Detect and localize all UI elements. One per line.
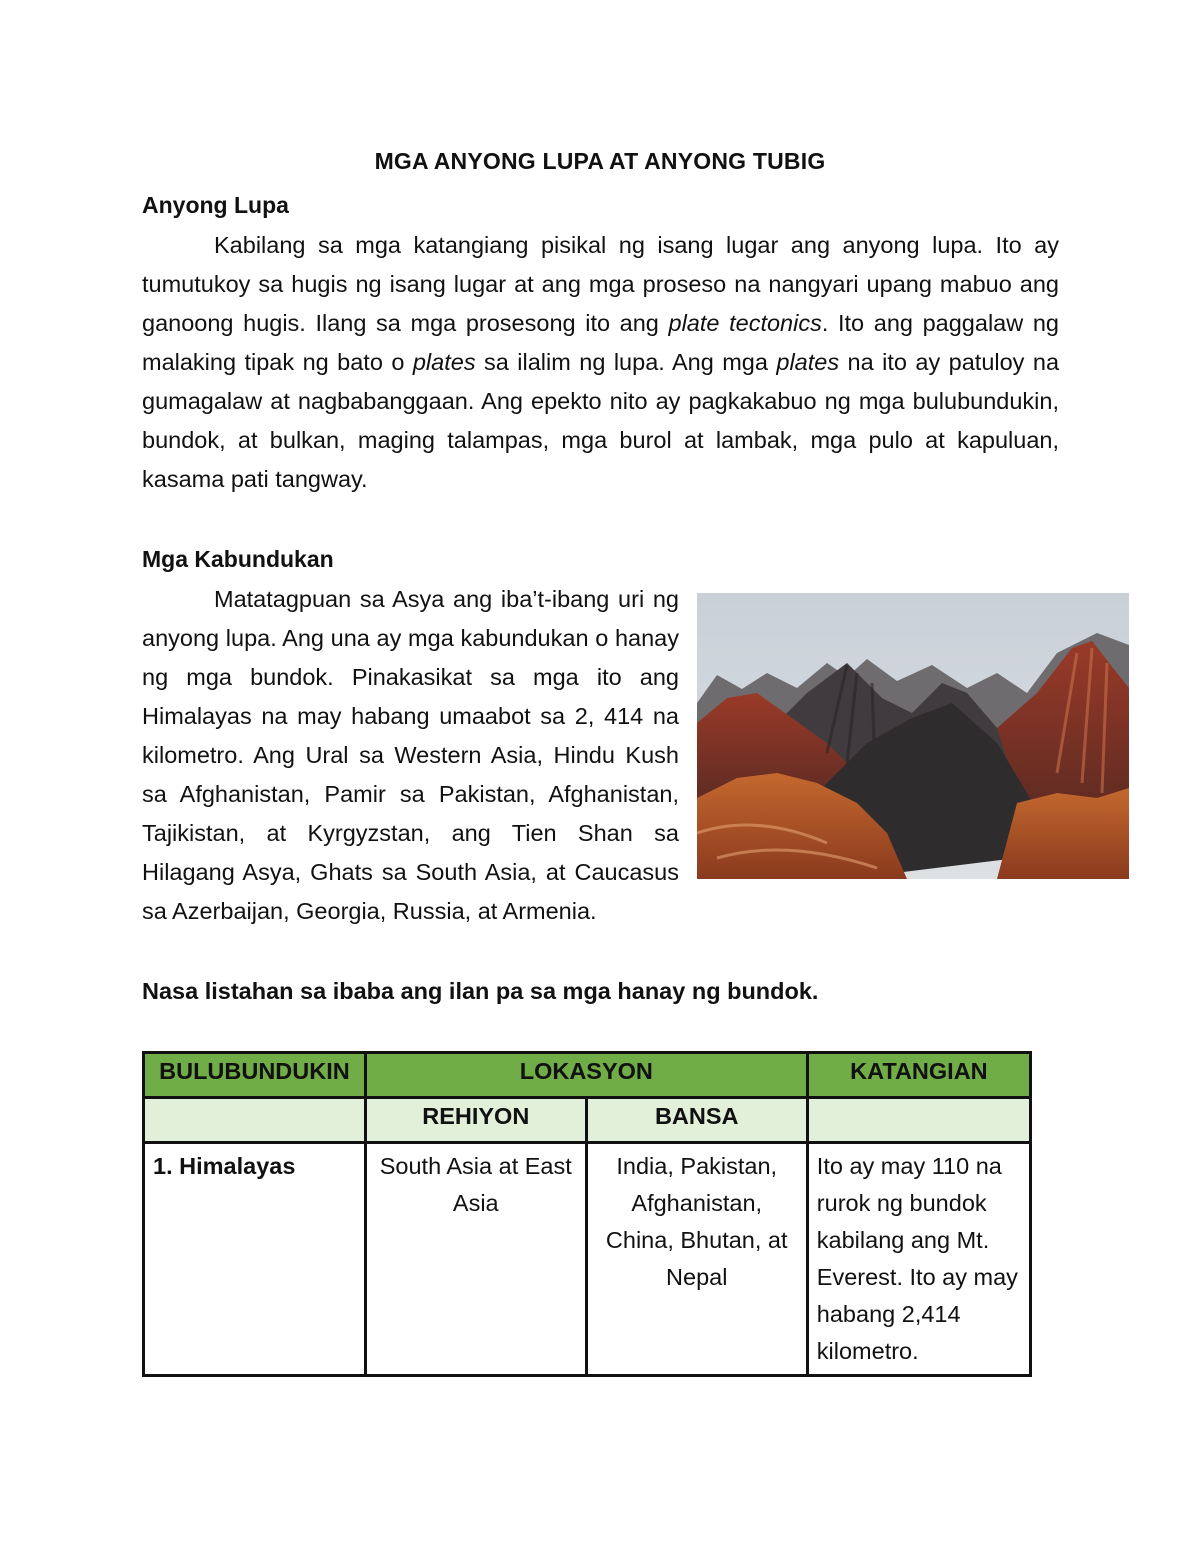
section-heading-kabundukan: Mga Kabundukan [142, 546, 334, 572]
subheader-rehiyon: REHIYON [365, 1098, 586, 1143]
subheader-empty [807, 1098, 1030, 1143]
list-intro: Nasa listahan sa ibaba ang ilan pa sa mga hanay ng bundok. [142, 978, 819, 1004]
paragraph-anyong-lupa [142, 226, 1059, 499]
italic-term: plate tectonics [668, 310, 822, 336]
header-bulubundukin: BULUBUNDUKIN [144, 1053, 366, 1098]
cell-katangian: Ito ay may 110 na rurok ng bundok kabilang ang Mt. Everest. Ito ay may habang 2,414 kilometro. [807, 1143, 1030, 1376]
table-subheader-row [144, 1098, 1031, 1143]
paragraph-kabundukan [142, 580, 679, 931]
cell-bulubundukin: 1. Himalayas [144, 1143, 366, 1376]
text-run: sa ilalim ng lupa. Ang mga [475, 349, 777, 375]
header-katangian: KATANGIAN [807, 1053, 1030, 1098]
mountain-table [142, 1051, 1032, 1377]
italic-term: plates [412, 349, 476, 375]
table-row [144, 1143, 1031, 1376]
cell-rehiyon: South Asia at East Asia [365, 1143, 586, 1376]
subheader-bansa: BANSA [586, 1098, 807, 1143]
section-heading-anyong-lupa: Anyong Lupa [142, 192, 289, 218]
mountain-photo [697, 593, 1129, 879]
subheader-empty [144, 1098, 366, 1143]
text-run: . Ito ang paggalaw ng malaking tipak ng bato o [142, 310, 1059, 375]
mountain-illustration [697, 593, 1129, 879]
text-run: Kabilang sa mga katangiang pisikal ng isang lugar ang anyong lupa. Ito ay tumutukoy sa hugis ng isang lugar at ang mga proseso na nangyari upang mabuo ang ganoong hugis. Ilang sa mga prosesong ito ang [142, 232, 1059, 336]
paragraph-text: Matatagpuan sa Asya ang iba’t-ibang uri ng anyong lupa. Ang una ay mga kabundukan o hanay ng mga bundok. Pinakasikat sa mga ito ang Himalayas na may habang umaabot sa 2, 414 na kilometro. Ang Ural sa Western Asia, Hindu Kush sa Afghanistan, Pamir sa Pakistan, Afghanistan, Tajikistan, at Kyrgyzstan, ang Tien Shan sa Hilagang Asya, Ghats sa South Asia, at Caucasus sa Azerbaijan, Georgia, Russia, at Armenia. [142, 586, 679, 924]
header-lokasyon: LOKASYON [365, 1053, 807, 1098]
italic-term: plates [776, 349, 840, 375]
cell-bansa: India, Pakistan, Afghanistan, China, Bhutan, at Nepal [586, 1143, 807, 1376]
text-run: na ito ay patuloy na gumagalaw at nagbabanggaan. Ang epekto nito ay pagkakabuo ng mga bulubundukin, bundok, at bulkan, maging talampas, mga burol at lambak, mga pulo at kapuluan, kasama pati tangway. [142, 349, 1060, 492]
page-title: MGA ANYONG LUPA AT ANYONG TUBIG [374, 148, 826, 174]
table-header-row [144, 1053, 1031, 1098]
